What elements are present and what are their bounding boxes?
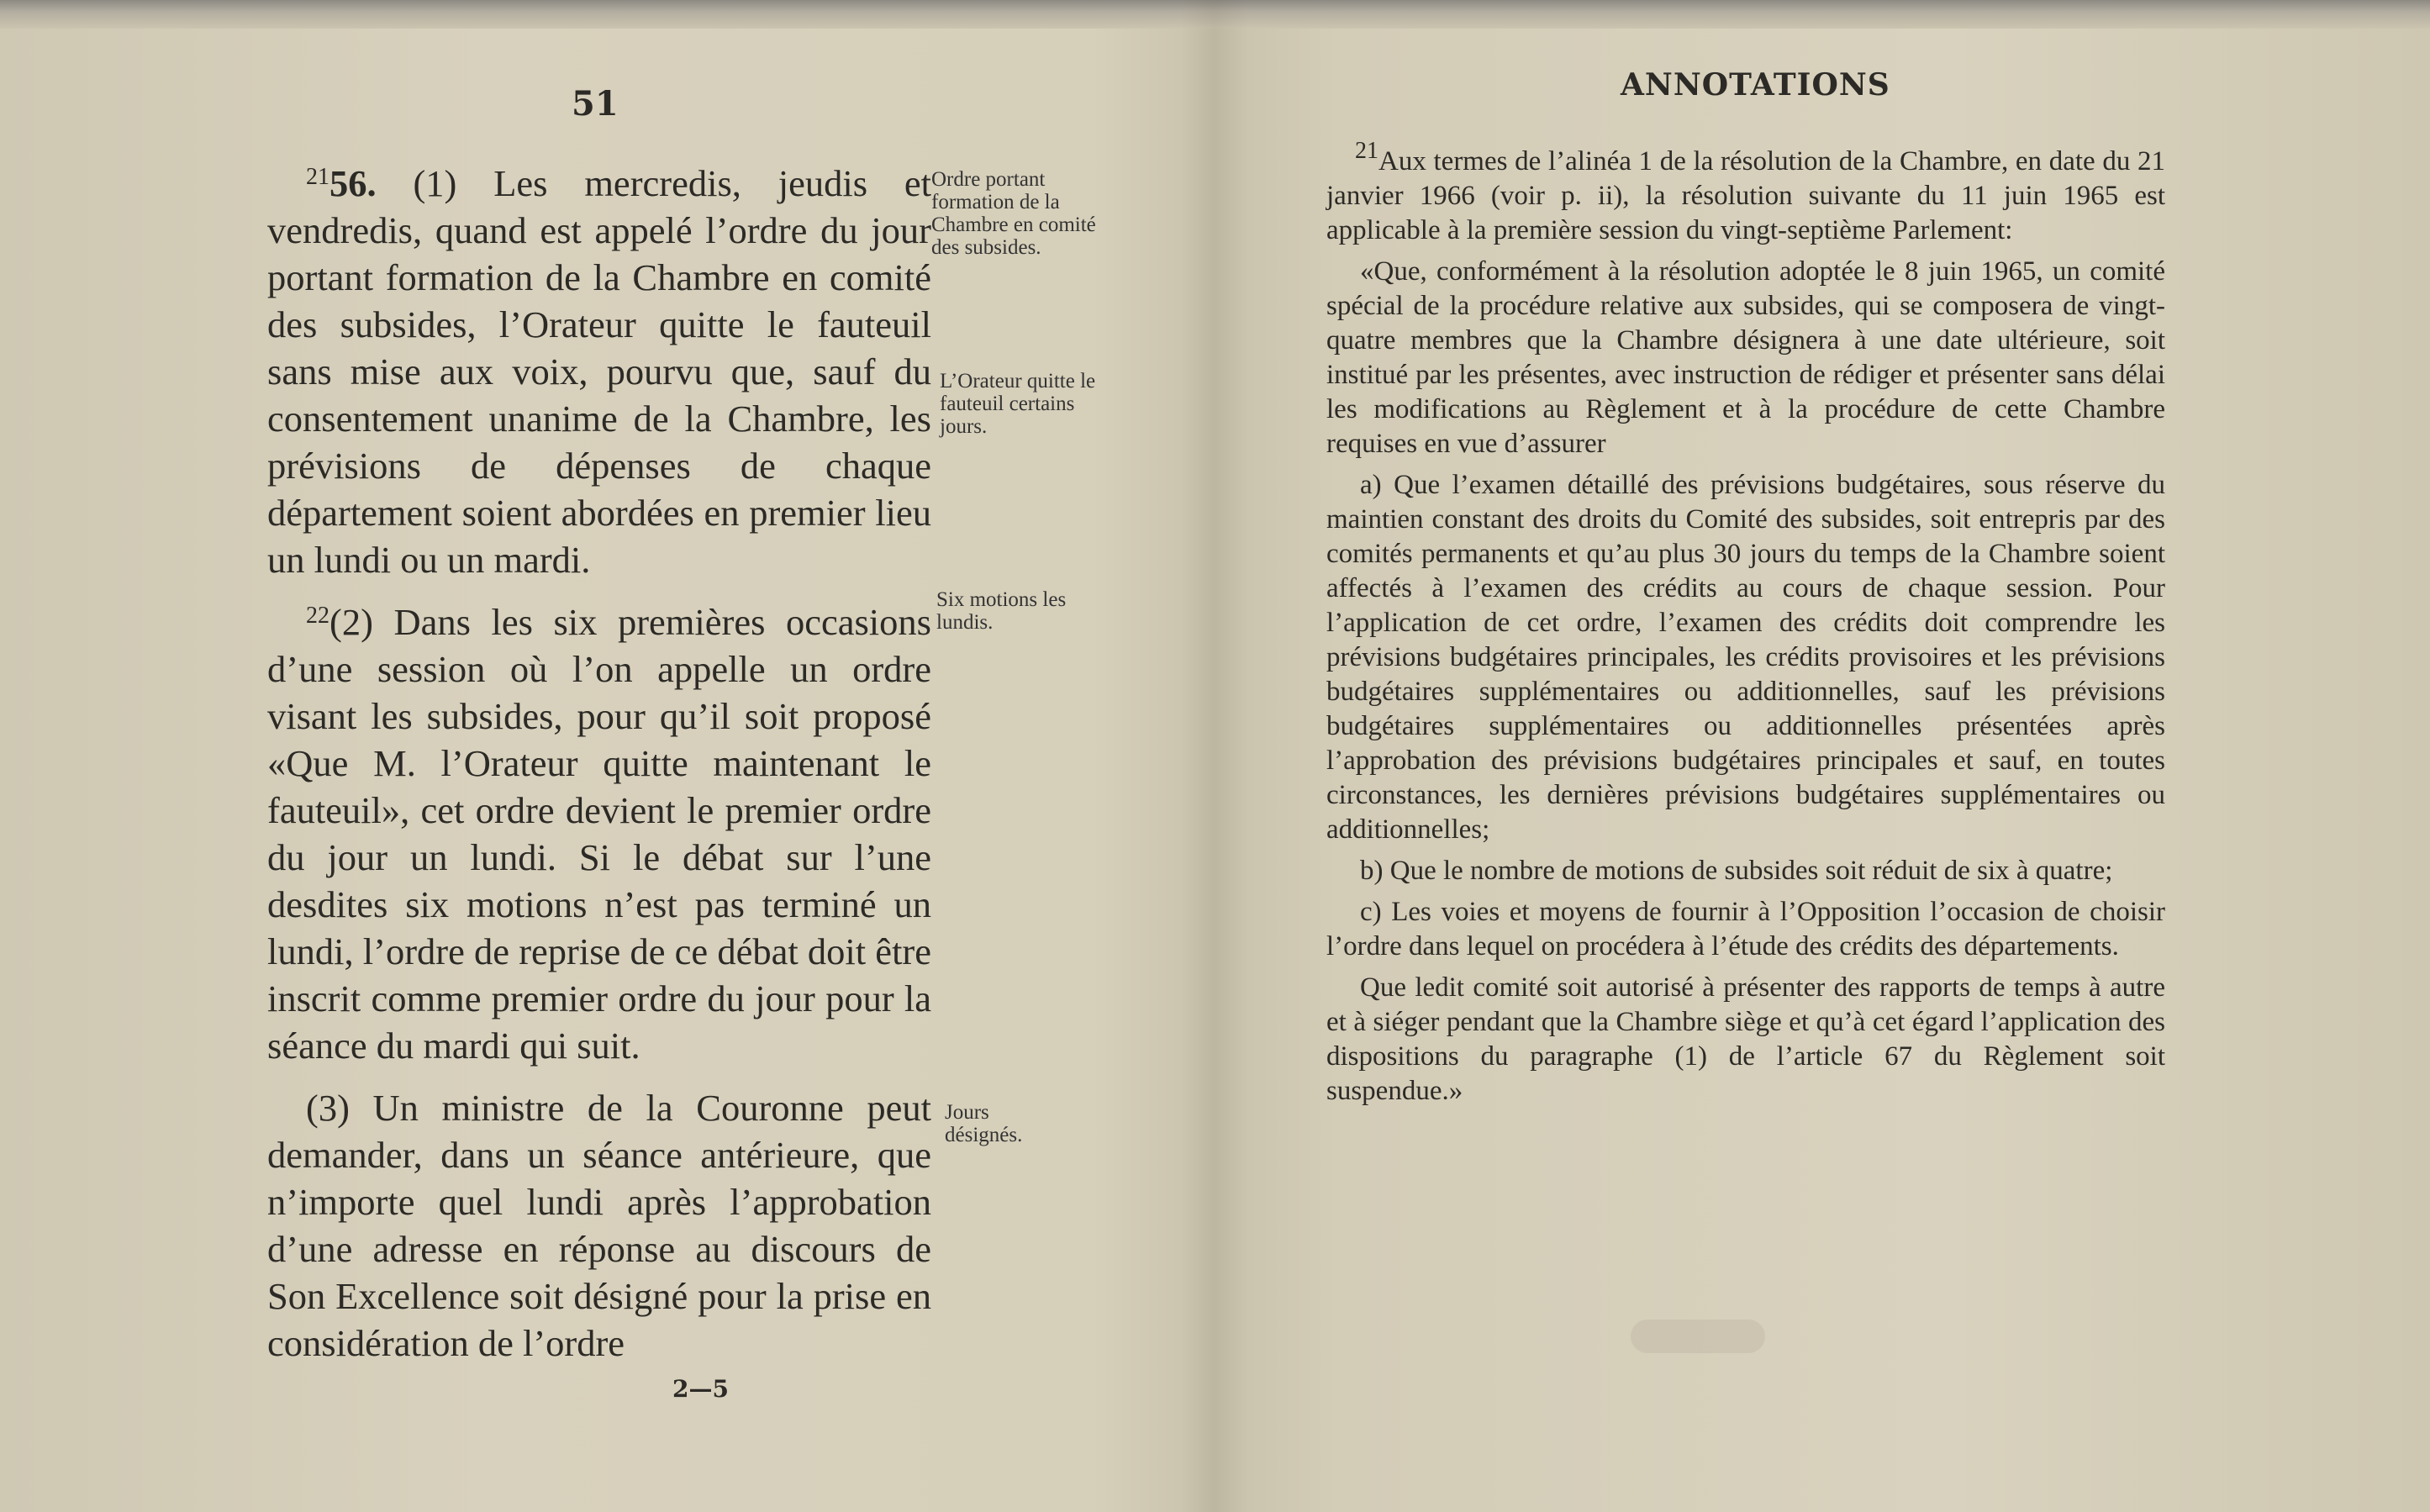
annotations-title: ANNOTATIONS [1621, 67, 1890, 103]
paragraph-56-3 [267, 1084, 931, 1367]
margin-note-ordre: Ordre portant formation de la Chambre en comité des subsides. [931, 168, 1096, 259]
annotation-quote: «Que, conformément à la résolution adoptée le 8 juin 1965, un comité spécial de la procédure relative aux subsides, qui se composera de vingt-quatre membres que la Chambre désignera à une date ultérieure, soit institué par les présentes, avec instruction de rédiger et présenter sans délai les modifications au Règlement et à la procédure de cette Chambre requises en vue d’assurer [1326, 256, 2165, 459]
paragraph-56-1 [267, 160, 931, 583]
annotation-closing: Que ledit comité soit autorisé à présenter des rapports de temps à autre et à siéger pendant que la Chambre siège et qu’à cet égard l’application des dispositions du paragraphe (1) de l’article 67 du Règlement soit suspendue.» [1326, 972, 2165, 1106]
bleed-through-smudge [1631, 1320, 1765, 1353]
paragraph-text: (3) Un ministre de la Couronne peut demander, dans un séance antérieure, que n’importe quel lundi après l’approbation d’une adresse en réponse au discours de Son Excellence soit désigné pour la prise en considération de l’ordre [267, 1087, 931, 1364]
signature-mark: 2—5 [672, 1375, 729, 1403]
section-number: 56. [329, 162, 377, 204]
annotation-intro: $^{21}$Aux termes de l’alinéa 1 de la résolution de la Chambre, en date du 21 janvier 1966 (voir p. ii), la résolution suivante du 11 juin 1965 est applicable à la première session du vingt-septième Parlement: [1326, 138, 2165, 245]
book-gutter [1181, 0, 1248, 1512]
footnote-ref-21: 21 [306, 164, 329, 190]
footnote-ref-22: 22 [306, 603, 329, 629]
paragraph-56-2 [267, 598, 931, 1069]
paragraph-text: (1) Les mercredis, jeudis et vendredis, quand est appelé l’ordre du jour portant formation de la Chambre en comité des subsides, l’Orateur quitte le fauteuil sans mise aux voix, pourvu que, sauf du consentement unanime de la Chambre, les prévisions de dépenses de chaque département soient abordées en premier lieu un lundi ou un mardi. [267, 162, 931, 581]
annotation-item-a: a) Que l’examen détaillé des prévisions budgétaires, sous réserve du maintien constant des droits du Comité des subsides, soit entrepris par des comités permanents et qu’au plus 30 jours du temps de la Chambre soient affectés à l’examen des crédits au cours de chaque session. Pour l’application de cet ordre, l’examen des crédits doit comprendre les prévisions budgétaires principales, les crédits provisoires et les prévisions budgétaires supplémentaires ou additionnelles, sauf les prévisions budgétaires supplémentaires ou additionnelles présentées après l’approbation des prévisions budgétaires principales et sauf, en toutes circonstances, les dernières prévisions budgétaires supplémentaires ou additionnelles; [1326, 470, 2165, 845]
margin-note-six-motions: Six motions les lundis. [936, 588, 1067, 634]
margin-note-jours: Jours désignés. [945, 1101, 1023, 1146]
left-page-body [267, 160, 931, 1382]
page-number: 51 [572, 84, 619, 124]
footnote-ref-21: 21 [1355, 138, 1378, 164]
annotations-body [1326, 138, 2165, 1115]
annotation-item-c: c) Les voies et moyens de fournir à l’Opposition l’occasion de choisir l’ordre dans lequel on procédera à l’étude des crédits des départements. [1326, 897, 2165, 961]
paragraph-text: (2) Dans les six premières occasions d’une session où l’on appelle un ordre visant les subsides, pour qu’il soit proposé «Que M. l’Orateur quitte maintenant le fauteuil», cet ordre devient le premier ordre du jour un lundi. Si le débat sur l’une desdites six motions n’est pas terminé un lundi, l’ordre de reprise de ce débat doit être inscrit comme premier ordre du jour pour la séance du mardi qui suit. [267, 601, 931, 1067]
annotation-item-b: b) Que le nombre de motions de subsides soit réduit de six à quatre; [1360, 856, 2113, 886]
margin-note-orateur: L’Orateur quitte le fauteuil certains jours. [940, 370, 1096, 438]
